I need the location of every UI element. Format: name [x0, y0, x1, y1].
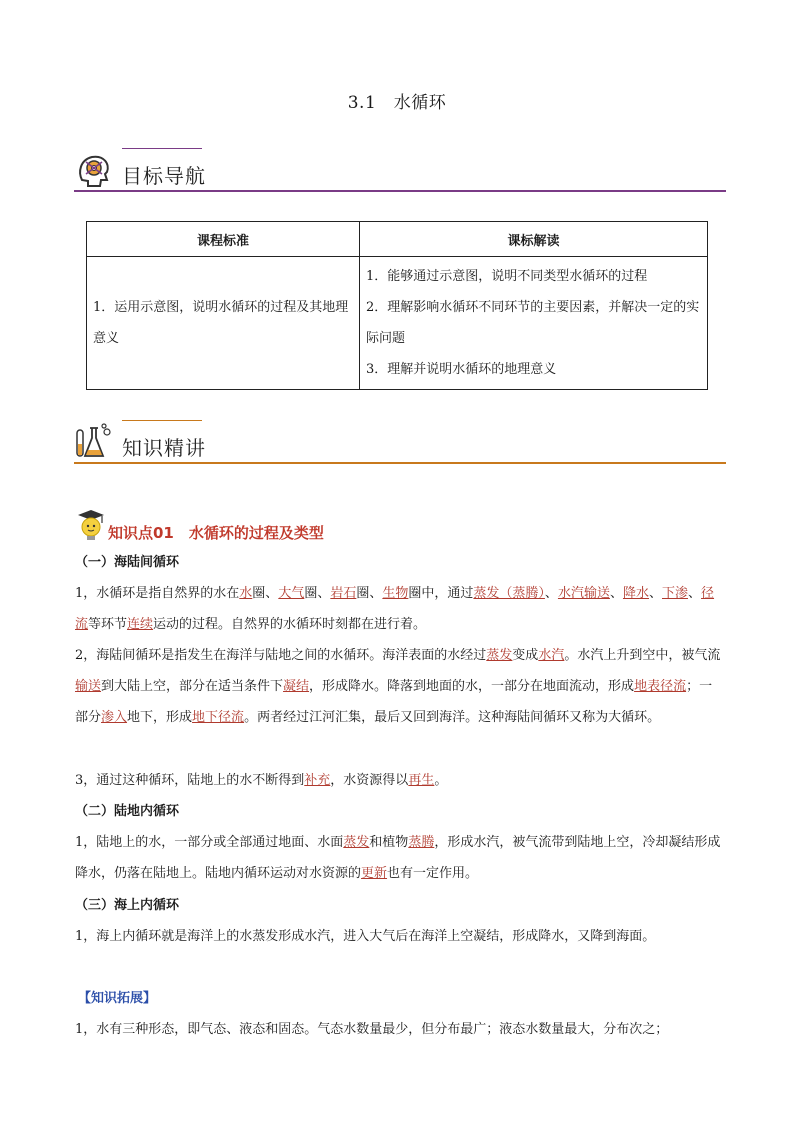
keyword: 输送: [75, 679, 102, 694]
keyword: 大气: [278, 586, 305, 601]
paragraph: 1，水循环是指自然界的水在水圈、大气圈、岩石圈、生物圈中，通过蒸发（蒸腾）、水汽输送、降水、下渗、径流等环节连续运动的过程。自然界的水循环时刻都在进行着。: [75, 586, 715, 632]
header-top-rule: [122, 148, 202, 149]
interpretation-line: 1．能够通过示意图，说明不同类型水循环的过程: [366, 269, 648, 284]
section-title-knowledge: 知识精讲: [122, 436, 206, 460]
table-row: [87, 257, 708, 390]
lab-flask-icon: [74, 422, 114, 462]
interpretation-cell: [360, 257, 708, 390]
brain-gear-icon: [74, 150, 114, 190]
keyword: 凝结: [283, 679, 310, 694]
paragraph: 1，水有三种形态，即气态、液态和固态。气态水数量最少，但分布最广；液态水数量最大，分布次之；: [75, 1022, 669, 1037]
keyword: 径流: [75, 586, 715, 632]
section-header-knowledge: [74, 420, 726, 464]
interpretation-line: 2．理解影响水循环不同环节的主要因素，并解决一定的实际问题: [366, 300, 700, 346]
header-bottom-rule: [74, 462, 726, 464]
subsection-heading: （二）陆地内循环: [75, 804, 180, 819]
keyword: 连续: [127, 617, 154, 632]
subsection-heading: （三）海上内循环: [75, 898, 180, 913]
keyword: 水汽: [538, 648, 565, 663]
keyword: 更新: [361, 866, 388, 881]
keyword: 蒸发: [343, 835, 370, 850]
graduation-cap-bulb-icon: [76, 508, 106, 542]
extension-heading: 【知识拓展】: [78, 991, 157, 1006]
keyword: 降水: [622, 586, 649, 601]
standards-table: [86, 221, 708, 390]
keyword: 渗入: [101, 710, 128, 725]
keyword: 补充: [304, 773, 331, 788]
keyword: 蒸发（蒸腾）: [473, 586, 545, 601]
keyword: 蒸发: [486, 648, 513, 663]
table-header-cell: 课标解读: [360, 222, 708, 257]
keyword: 水: [239, 586, 253, 601]
keyword: 下渗: [662, 586, 689, 601]
paragraph: 2，海陆间循环是指发生在海洋与陆地之间的水循环。海洋表面的水经过蒸发变成水汽。水汽上升到空中，被气流输送到大陆上空，部分在适当条件下凝结，形成降水。降落到地面的水，一部分在地面流动，形成地表径流；一部分渗入地下，形成地下径流。两者经过江河汇集，最后又回到海洋。这种海陆间循环又称为大循环。: [75, 648, 721, 725]
section-title-goals: 目标导航: [122, 164, 206, 188]
keyword: 水汽输送: [557, 586, 610, 601]
header-bottom-rule: [74, 190, 726, 192]
subsection-heading: （一）海陆间循环: [75, 555, 180, 570]
keyword: 生物: [382, 586, 409, 601]
keyword: 再生: [408, 773, 435, 788]
keyword: 岩石: [330, 586, 357, 601]
table-header-cell: 课程标准: [87, 222, 360, 257]
keyword: 地下径流: [192, 710, 245, 725]
paragraph: 1，陆地上的水，一部分或全部通过地面、水面蒸发和植物蒸腾，形成水汽，被气流带到陆地上空，冷却凝结形成降水，仍落在陆地上。陆地内循环运动对水资源的更新也有一定作用。: [75, 835, 721, 881]
interpretation-line: 3．理解并说明水循环的地理意义: [366, 362, 557, 377]
paragraph: 3，通过这种循环，陆地上的水不断得到补充，水资源得以再生。: [75, 773, 448, 788]
page-title: 3.1 水循环: [347, 93, 447, 113]
header-top-rule: [122, 420, 202, 421]
keyword: 蒸腾: [408, 835, 435, 850]
keyword: 地表径流: [634, 679, 687, 694]
paragraph: 1，海上内循环就是海洋上的水蒸发形成水汽，进入大气后在海洋上空凝结，形成降水，又降到海面。: [75, 929, 656, 944]
section-header-goals: [74, 148, 726, 192]
standard-cell: 1．运用示意图，说明水循环的过程及其地理意义: [87, 257, 360, 390]
table-header-row: [87, 222, 708, 257]
knowledge-point-title: 知识点01 水循环的过程及类型: [108, 524, 324, 542]
